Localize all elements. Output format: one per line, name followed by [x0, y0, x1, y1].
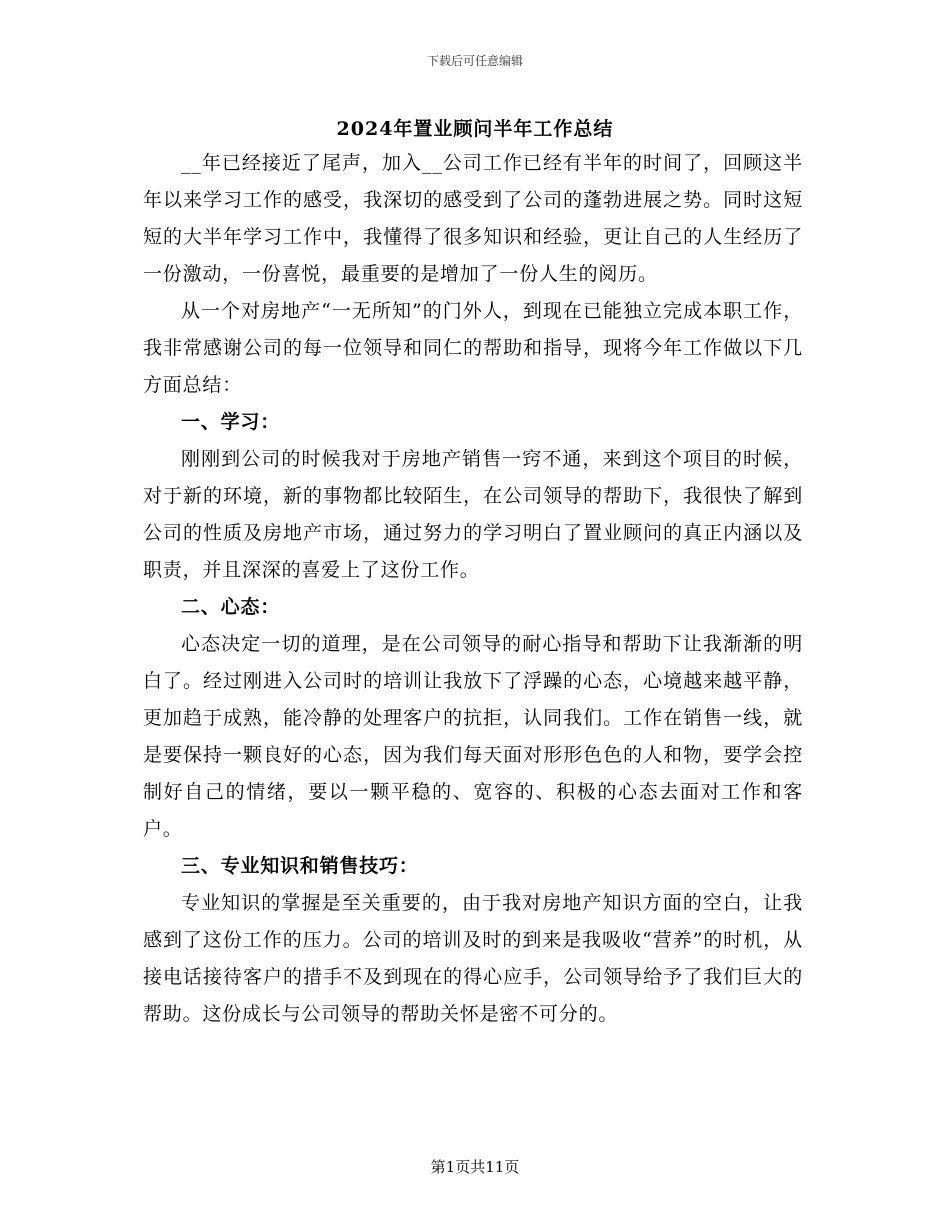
paragraph-study: 刚刚到公司的时候我对于房地产销售一窍不通，来到这个项目的时候，对于新的环境，新的事物都比较陌生，在公司领导的帮助下，我很快了解到公司的性质及房地产市场，通过努力的学习明白了置业顾问的真正内涵以及职责，并且深深的喜爱上了这份工作。 — [143, 448, 803, 581]
page-header: 下载后可任意编辑 — [426, 54, 523, 68]
paragraph-overview: 从一个对房地产“一无所知”的门外人，到现在已能独立完成本职工作，我非常感谢公司的每一位领导和同仁的帮助和指导，现将今年工作做以下几方面总结： — [143, 300, 803, 396]
section-heading-mindset: 二、心态： — [181, 596, 281, 618]
document-body — [143, 145, 803, 1033]
paragraph-mindset: 心态决定一切的道理，是在公司领导的耐心指导和帮助下让我渐渐的明白了。经过刚进入公司时的培训让我放下了浮躁的心态，心境越来越平静，更加趋于成熟，能冷静的处理客户的抗拒，认同我们。工作在销售一线，就是要保持一颗良好的心态，因为我们每天面对形形色色的人和物，要学会控制好自己的情绪，要以一颗平稳的、宽容的、积极的心态去面对工作和客户。 — [143, 633, 803, 840]
paragraph-intro: __年已经接近了尾声，加入__公司工作已经有半年的时间了，回顾这半年以来学习工作的感受，我深切的感受到了公司的蓬勃进展之势。同时这短短的大半年学习工作中，我懂得了很多知识和经验，更让自己的人生经历了一份激动，一份喜悦，最重要的是增加了一份人生的阅历。 — [143, 152, 803, 285]
document-title: 2024年置业顾问半年工作总结 — [336, 118, 614, 140]
section-heading-study: 一、学习： — [181, 411, 281, 433]
paragraph-skills: 专业知识的掌握是至关重要的，由于我对房地产知识方面的空白，让我感到了这份工作的压力。公司的培训及时的到来是我吸收“营养”的时机，从接电话接待客户的措手不及到现在的得心应手，公司领导给予了我们巨大的帮助。这份成长与公司领导的帮助关怀是密不可分的。 — [143, 892, 803, 1025]
page-footer: 第1页共11页 — [430, 1158, 520, 1176]
section-heading-skills: 三、专业知识和销售技巧： — [181, 855, 419, 877]
